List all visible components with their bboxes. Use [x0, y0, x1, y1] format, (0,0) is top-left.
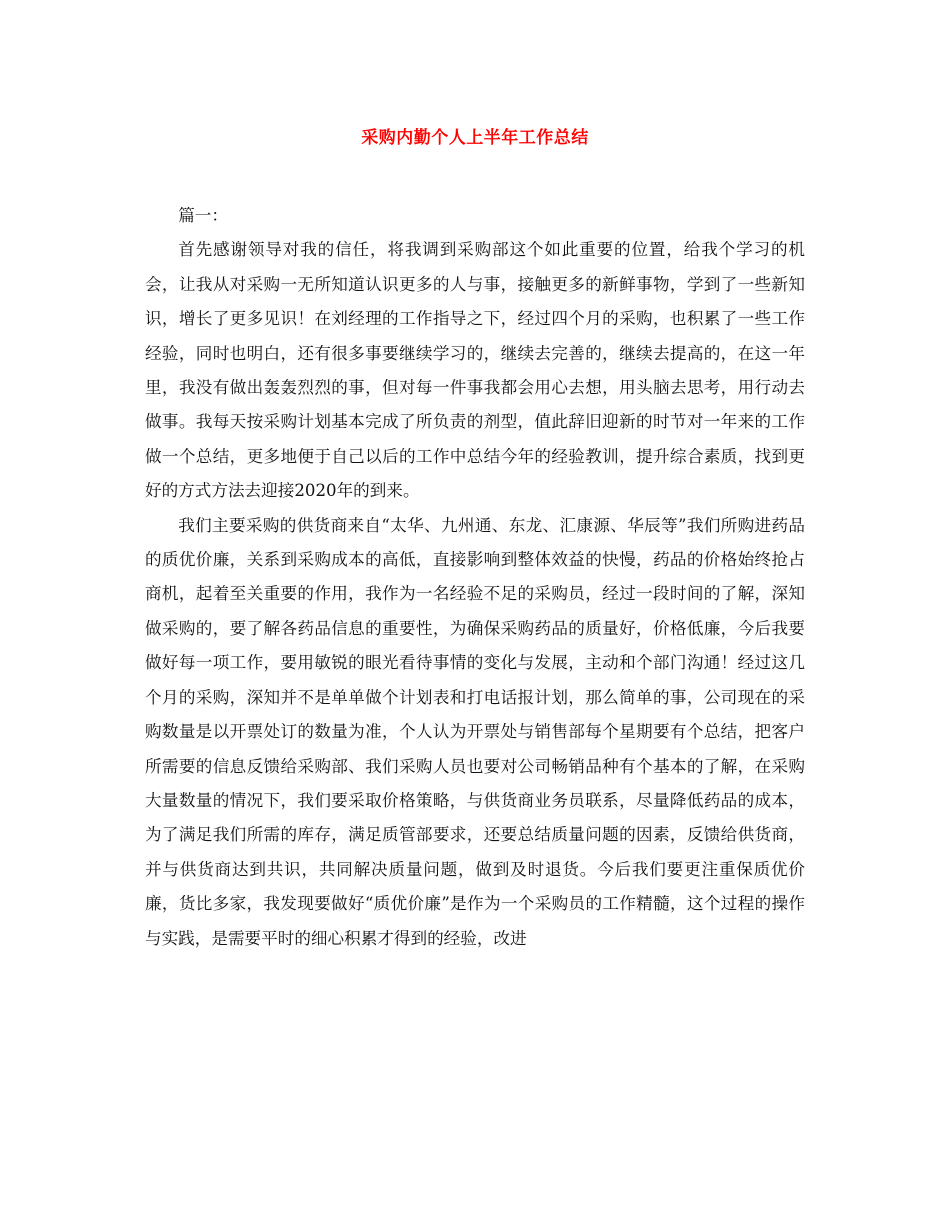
- document-body: [145, 199, 805, 956]
- body-paragraph-1: 首先感谢领导对我的信任，将我调到采购部这个如此重要的位置，给我个学习的机会，让我从对采购一无所知道认识更多的人与事，接触更多的新鲜事物，学到了一些新知识，增长了更多见识！在刘经理的工作指导之下，经过四个月的采购，也积累了一些工作经验，同时也明白，还有很多事要继续学习的，继续去完善的，继续去提高的，在这一年里，我没有做出轰轰烈烈的事，但对每一件事我都会用心去想，用头脑去思考，用行动去做事。我每天按采购计划基本完成了所负责的剂型，值此辞旧迎新的时节对一年来的工作做一个总结，更多地便于自己以后的工作中总结今年的经验教训，提升综合素质，找到更好的方式方法去迎接2020年的到来。: [145, 240, 805, 501]
- document-title: 采购内勤个人上半年工作总结: [361, 128, 589, 148]
- section-heading: 篇一：: [178, 206, 228, 225]
- body-paragraph-2: 我们主要采购的供货商来自“太华、九州通、东龙、汇康源、华辰等”我们所购进药品的质优价廉，关系到采购成本的高低，直接影响到整体效益的快慢，药品的价格始终抢占商机，起着至关重要的作用，我作为一名经验不足的采购员，经过一段时间的了解，深知做采购的，要了解各药品信息的重要性，为确保采购药品的质量好，价格低廉，今后我要做好每一项工作，要用敏锐的眼光看待事情的变化与发展，主动和个部门沟通！经过这几个月的采购，深知并不是单单做个计划表和打电话报计划，那么简单的事，公司现在的采购数量是以开票处订的数量为准，个人认为开票处与销售部每个星期要有个总结，把客户所需要的信息反馈给采购部、我们采购人员也要对公司畅销品种有个基本的了解，在采购大量数量的情况下，我们要采取价格策略，与供货商业务员联系，尽量降低药品的成本，为了满足我们所需的库存，满足质管部要求，还要总结质量问题的因素，反馈给供货商，并与供货商达到共识，共同解决质量问题，做到及时退货。今后我们要更注重保质优价廉，货比多家，我发现要做好“质优价廉”是作为一个采购员的工作精髓，这个过程的操作与实践，是需要平时的细心积累才得到的经验，改进: [145, 515, 805, 948]
